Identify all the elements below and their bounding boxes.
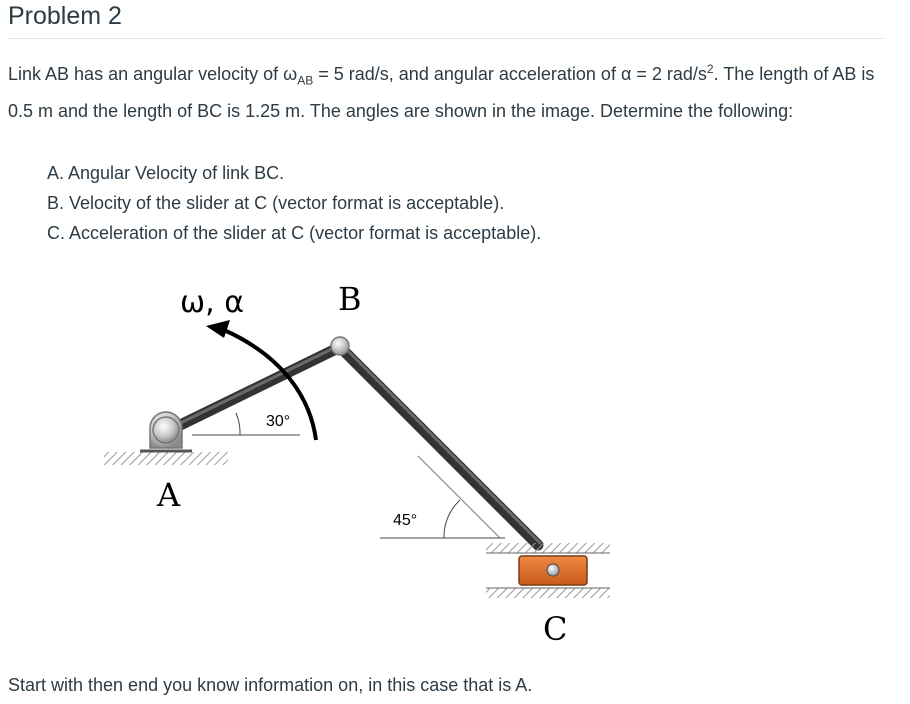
pin-c: [547, 564, 559, 576]
problem-title: Problem 2: [8, 2, 122, 30]
footer-hint: Start with then end you know information on, in this case that is A.: [8, 675, 533, 695]
omega-alpha-label: ω, α: [180, 285, 244, 320]
statement-text-1: Link AB has an angular velocity of ω: [8, 64, 298, 84]
mechanism-diagram: [0, 268, 910, 668]
link-ab: [166, 347, 340, 432]
problem-statement: [8, 54, 892, 126]
question-list: [47, 158, 541, 248]
label-angle-45: 45°: [393, 512, 418, 529]
title-divider: [8, 38, 884, 39]
label-angle-30: 30°: [266, 413, 291, 430]
ground-support-a: [104, 451, 228, 465]
statement-superscript: 2: [706, 62, 714, 76]
label-c: C: [543, 610, 568, 648]
statement-text-2: = 5 rad/s, and angular acceleration of α = 2 rad/s: [313, 64, 707, 84]
pin-support-a: [150, 412, 182, 448]
label-b: B: [338, 280, 362, 318]
statement-text-3: . The length of AB is 0.5 m and the length of BC is 1.25 m. The angles are shown in the image. Determine the following:: [8, 64, 875, 121]
statement-subscript: AB: [297, 73, 314, 88]
pin-b: [331, 337, 349, 355]
link-bc: [340, 347, 538, 545]
label-a: A: [157, 476, 181, 514]
question-a: A. Angular Velocity of link BC.: [47, 163, 285, 183]
question-b: B. Velocity of the slider at C (vector format is acceptable).: [47, 193, 505, 213]
question-c: C. Acceleration of the slider at C (vector format is acceptable).: [47, 223, 542, 243]
